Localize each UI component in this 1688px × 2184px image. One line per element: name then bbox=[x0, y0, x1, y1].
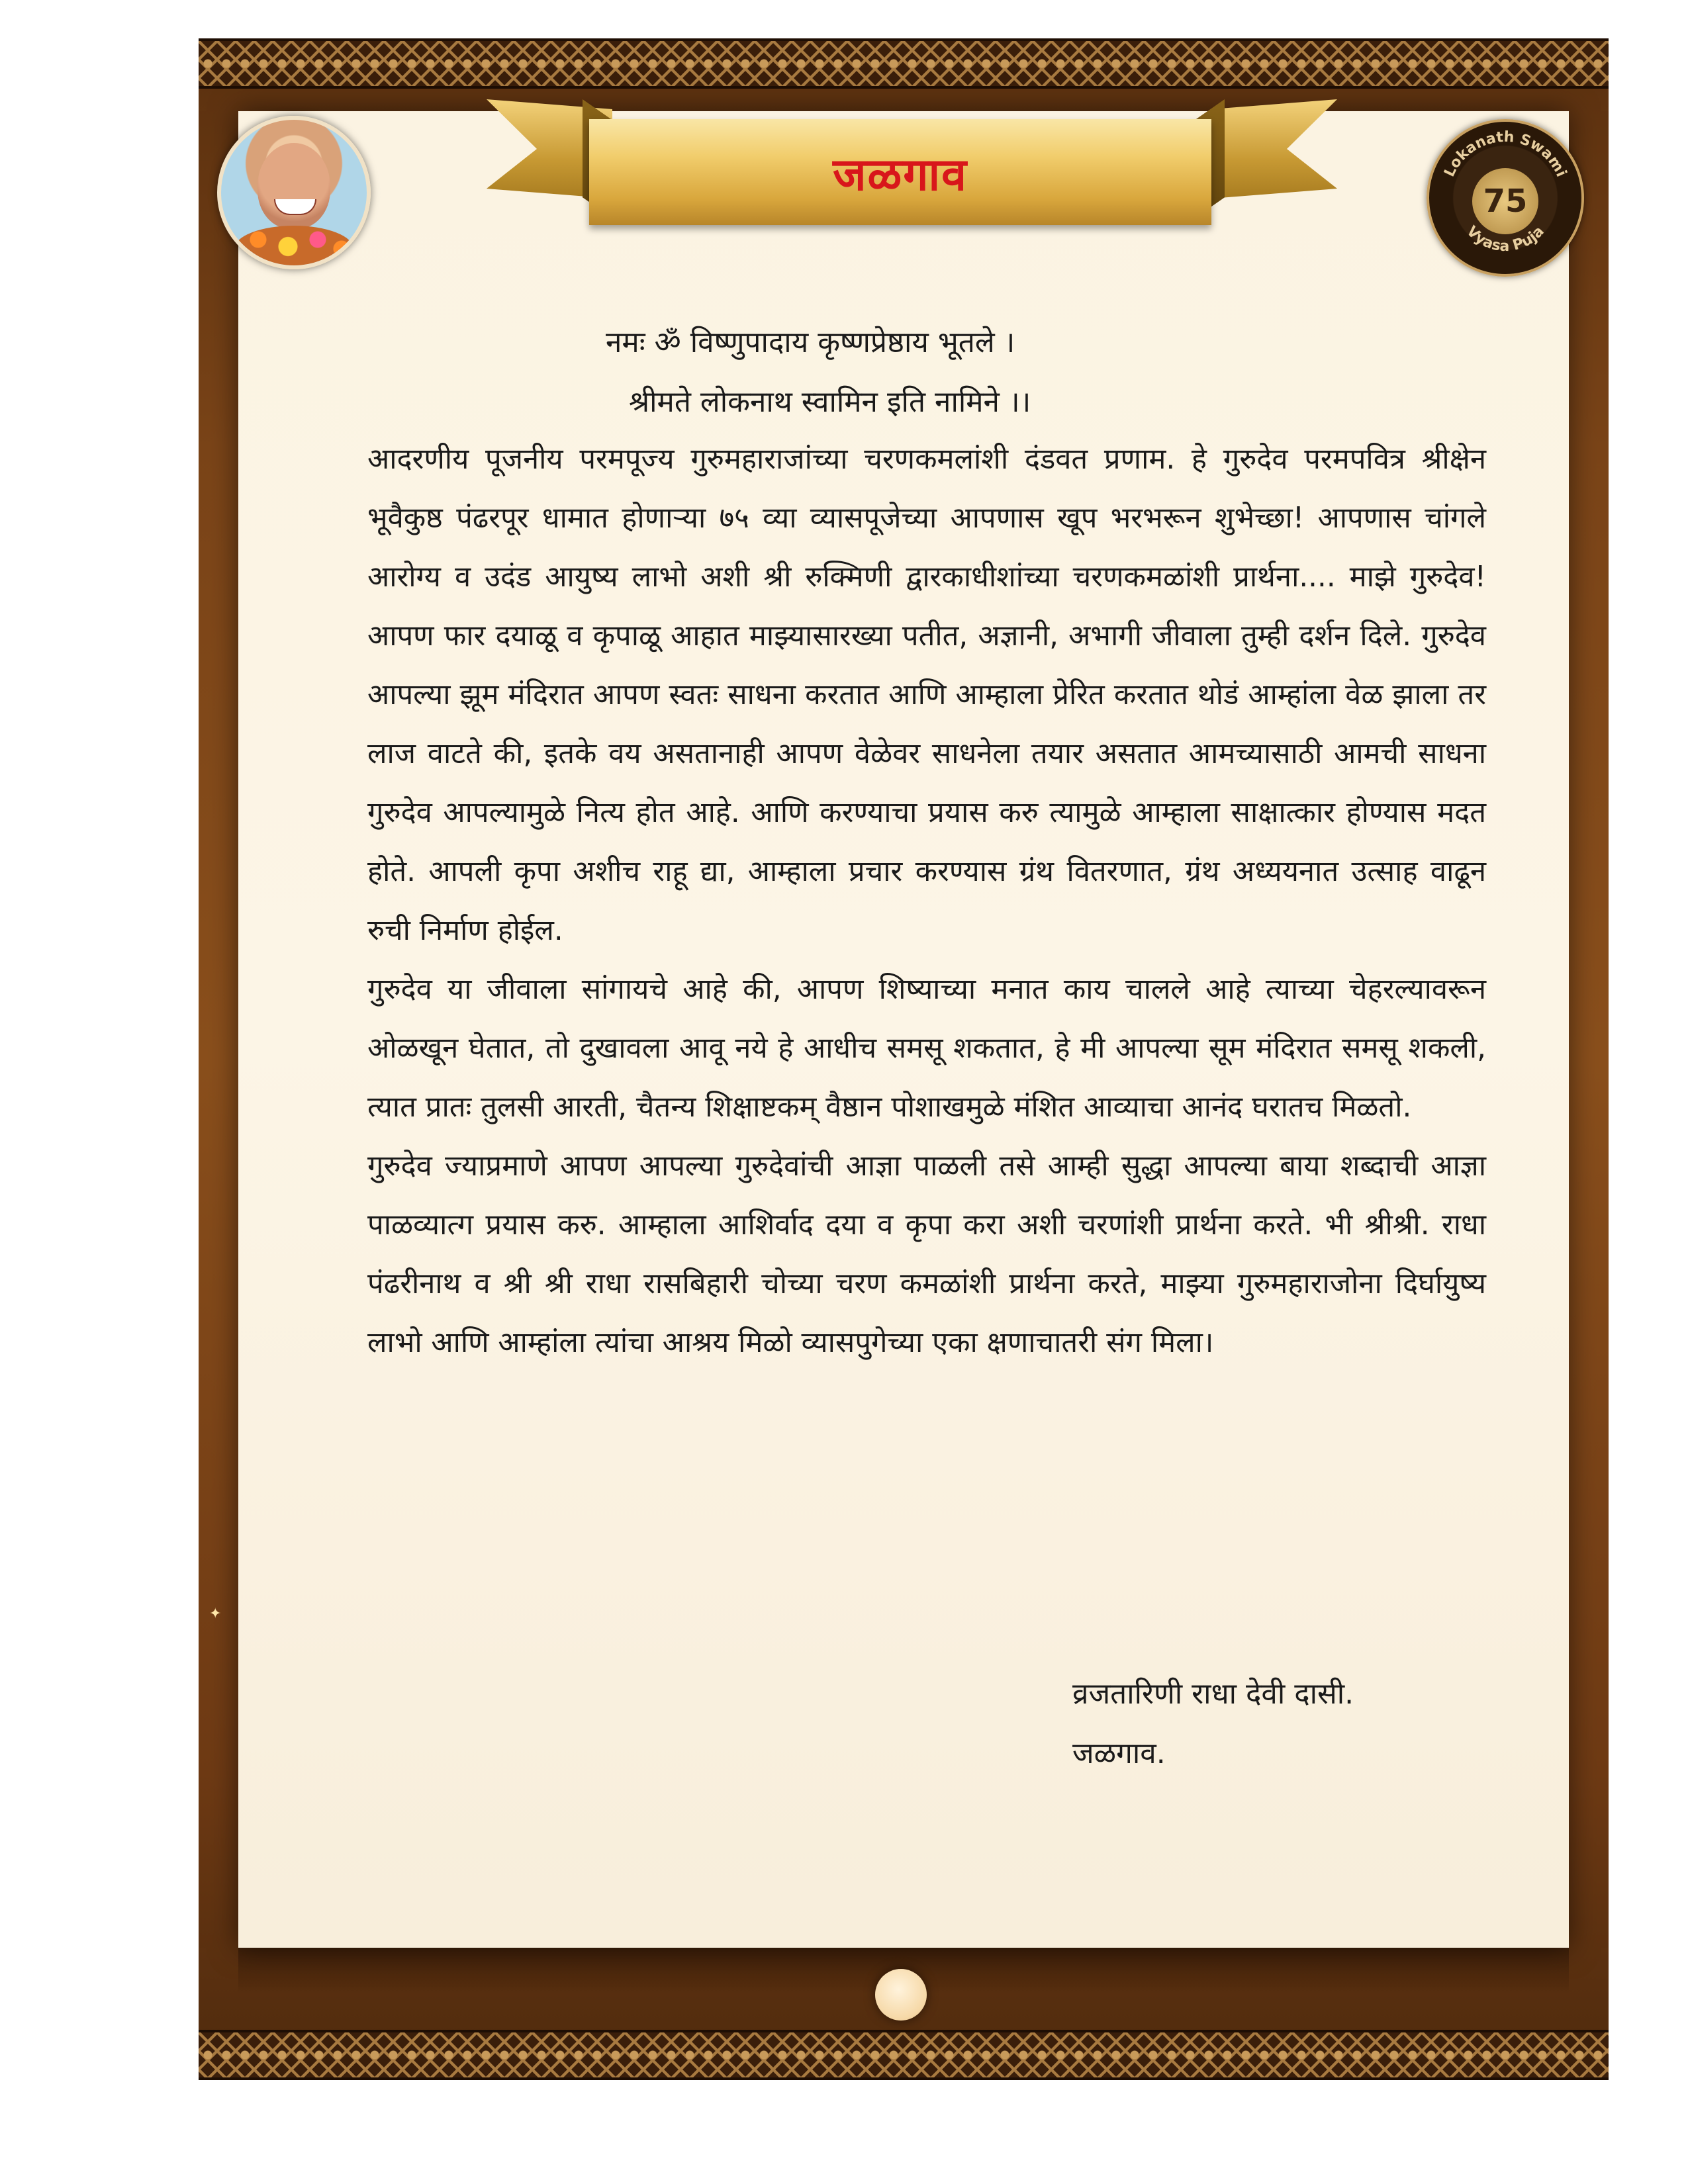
title-ribbon bbox=[589, 119, 1211, 225]
signature-place: जळगाव. bbox=[1072, 1737, 1166, 1770]
badge-number: 75 bbox=[1472, 168, 1538, 234]
top-border-pattern bbox=[199, 38, 1609, 89]
paragraph-3: गुरुदेव ज्याप्रमाणे आपण आपल्या गुरुदेवांची आज्ञा पाळली तसे आम्ही सुद्धा आपल्या बाया शब्दाची आज्ञा पाळव्यात्ग प्रयास करु. आम्हाला आशिर्वाद दया व कृपा करा अशी चरणांशी प्रार्थना करते. भी श्रीश्री. राधा पंढरीनाथ व श्री श्री राधा रासबिहारी चोच्या चरण कमळांशी प्रार्थना करते, माझ्या गुरुमहाराजोना दिर्घायुष्य लाभो आणि आम्हांला त्यांचा आश्रय मिळो व्यासपुगेच्या एका क्षणाचातरी संग मिला। bbox=[367, 1150, 1486, 1359]
paragraph-1: आदरणीय पूजनीय परमपूज्य गुरुमहाराजांच्या चरणकमलांशी दंडवत प्रणाम. हे गुरुदेव परमपवित्र श्रीक्षेन भूवैकुष्ठ पंढरपूर धामात होणाऱ्या ७५ व्या व्यासपूजेच्या आपणास खूप भरभरून शुभेच्छा! आपणास चांगले आरोग्य व उदंड आयुष्य लाभो अशी श्री रुक्मिणी द्वारकाधीशांच्या चरणकमळांशी प्रार्थना.... माझे गुरुदेव! आपण फार दयाळू व कृपाळू आहात माझ्यासारख्या पतीत, अज्ञानी, अभागी जीवाला तुम्ही दर्शन दिले. गुरुदेव आपल्या झूम मंदिरात आपण स्वतः साधना करतात आणि आम्हाला प्रेरित करतात थोडं आम्हांला वेळ झाला तर लाज वाटते की, इतके वय असतानाही आपण वेळेवर साधनेला तयार असतात आमच्यासाठी आमची साधना गुरुदेव आपल्यामुळे नित्य होत आहे. आणि करण्याचा प्रयास करु त्यामुळे आम्हाला साक्षात्कार होण्यास मदत होते. आपली कृपा अशीच राहू द्या, आम्हाला प्रचार करण्यास ग्रंथ वितरणात, ग्रंथ अध्ययनात उत्साह वाढून रुची निर्माण होईल. bbox=[367, 443, 1486, 947]
vyasa-puja-75-logo bbox=[1427, 119, 1584, 277]
signature-name: व्रजतारिणी राधा देवी दासी. bbox=[1072, 1677, 1354, 1711]
avatar bbox=[217, 116, 371, 269]
verse-line-2: श्रीमते लोकनाथ स्वामिन इति नामिने ।। bbox=[629, 385, 1031, 419]
paragraph-2: गुरुदेव या जीवाला सांगायचे आहे की, आपण शिष्याच्या मनात काय चालले आहे त्याच्या चेहरल्यावरून ओळखून घेतात, तो दुखावला आवू नये हे आधीच समसू शकतात, हे मी आपल्या सूम मंदिरात समसू शकली, त्यात प्रातः तुलसी आरती, चैतन्य शिक्षाष्टकम् वैष्ठान पोशाखमुळे मंशित आव्याचा आनंद घरातच मिळतो. bbox=[367, 973, 1486, 1124]
letter-body bbox=[367, 430, 1486, 1373]
bottom-border-pattern bbox=[199, 2030, 1609, 2080]
verse-line-1: नमः ॐ विष्णुपादाय कृष्णप्रेष्ठाय भूतले । bbox=[606, 326, 1015, 359]
bottom-ornament bbox=[875, 1969, 927, 2021]
avatar-garland bbox=[234, 226, 353, 269]
sparkle-icon: ✦ bbox=[209, 1606, 222, 1622]
page-title: जळगाव bbox=[833, 148, 968, 201]
svg-text:Lokanath Swami: Lokanath Swami bbox=[1441, 128, 1570, 180]
svg-text:Vyasa Puja: Vyasa Puja bbox=[1463, 223, 1548, 255]
signature-block bbox=[1072, 1664, 1354, 1784]
avatar-face bbox=[258, 143, 330, 229]
